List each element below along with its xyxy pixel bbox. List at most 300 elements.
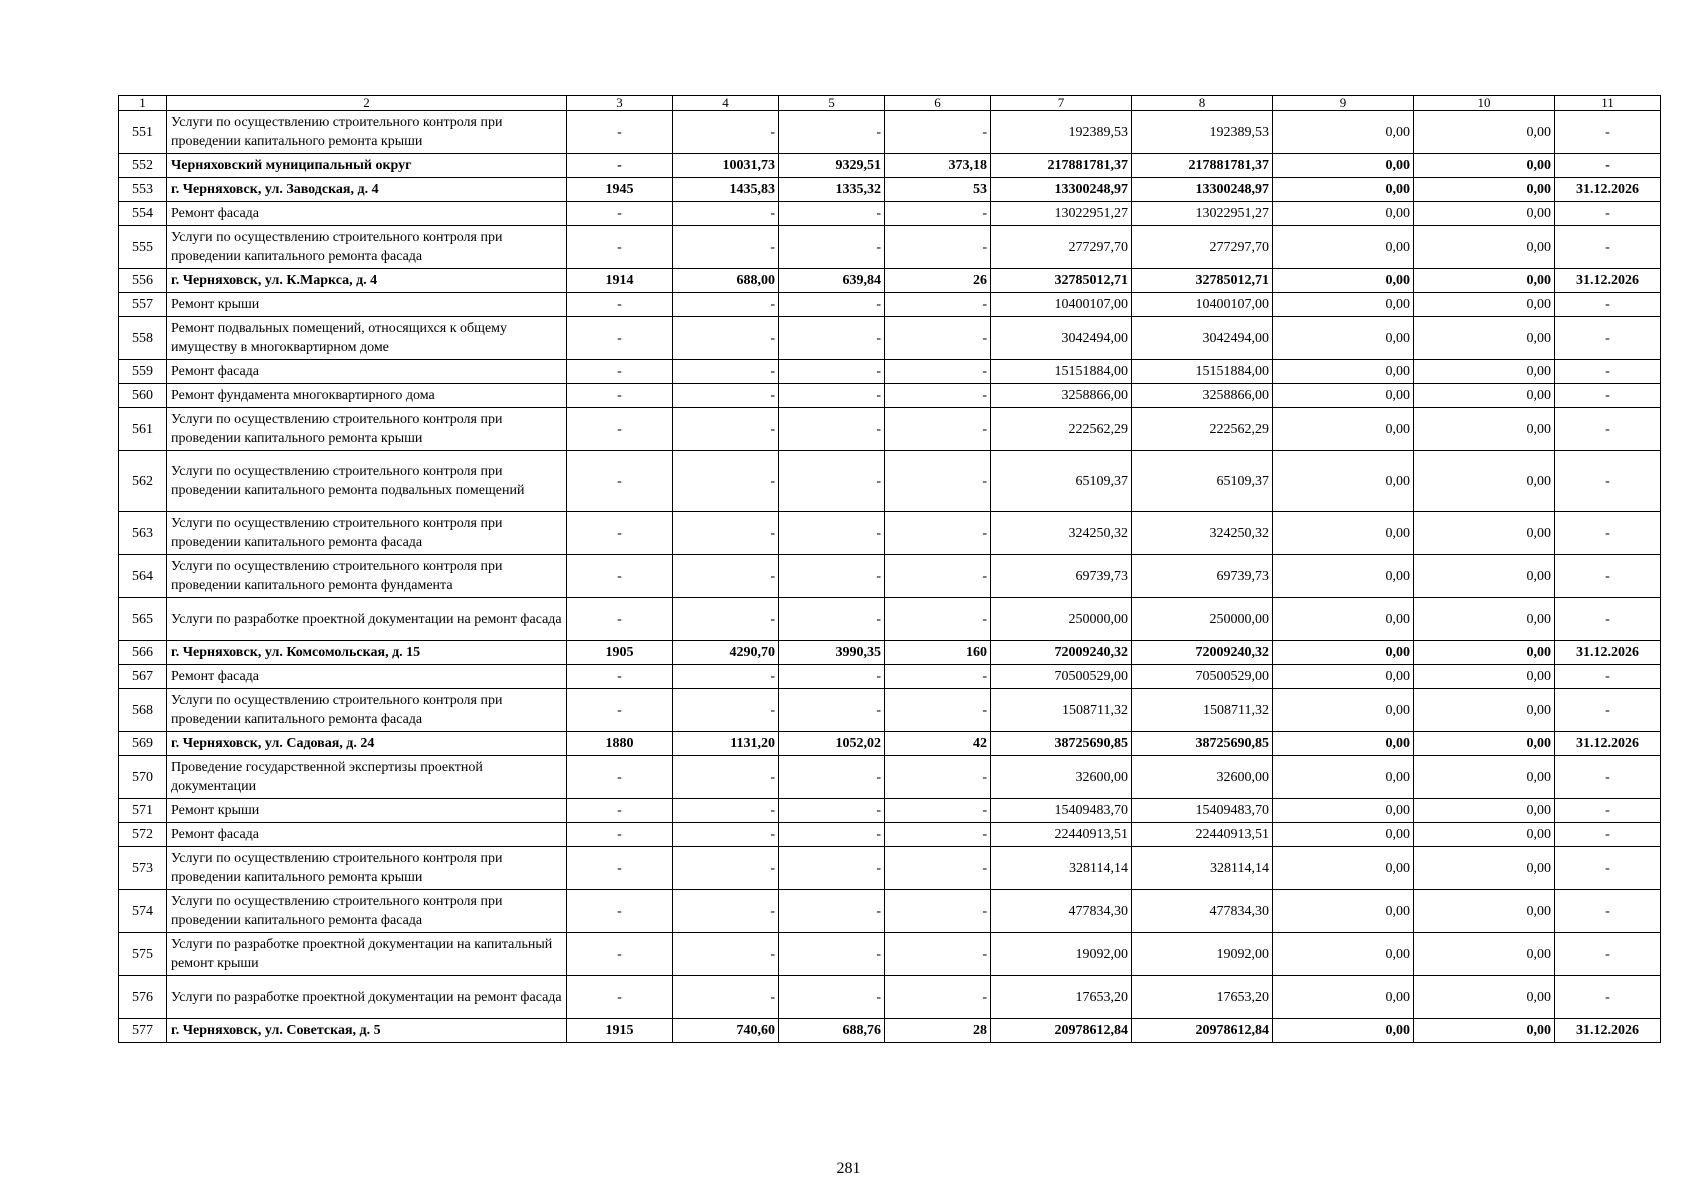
value-cell-c11: - [1555,111,1661,154]
item-name-cell: Услуги по осуществлению строительного контроля при проведении капитального ремонта крыши [167,111,567,154]
table-row [119,799,1661,823]
value-cell-c5: - [779,933,885,976]
value-cell-c5: - [779,512,885,555]
item-name-cell: Черняховский муниципальный округ [167,154,567,178]
value-cell-c4: - [673,111,779,154]
item-name-cell: Ремонт фундамента многоквартирного дома [167,384,567,408]
item-name-cell: Ремонт фасада [167,202,567,226]
item-name-cell: Ремонт фасада [167,665,567,689]
value-cell-c9: 0,00 [1273,890,1414,933]
value-cell-c8: 3258866,00 [1132,384,1273,408]
value-cell-c9: 0,00 [1273,756,1414,799]
table-row [119,689,1661,732]
row-number-cell: 562 [119,451,167,512]
row-number-cell: 565 [119,598,167,641]
row-number-cell: 555 [119,226,167,269]
col-header: 7 [991,96,1132,111]
value-cell-c6: 28 [885,1019,991,1043]
value-cell-c5: - [779,976,885,1019]
row-number-cell: 563 [119,512,167,555]
row-number-cell: 577 [119,1019,167,1043]
row-number-cell: 552 [119,154,167,178]
value-cell-c10: 0,00 [1414,154,1555,178]
item-name-cell: Проведение государственной экспертизы проектной документации [167,756,567,799]
value-cell-c8: 38725690,85 [1132,732,1273,756]
item-name-cell: Ремонт подвальных помещений, относящихся к общему имуществу в многоквартирном доме [167,317,567,360]
value-cell-c9: 0,00 [1273,408,1414,451]
value-cell-c9: 0,00 [1273,665,1414,689]
table-row [119,976,1661,1019]
value-cell-c10: 0,00 [1414,202,1555,226]
value-cell-c4: 1435,83 [673,178,779,202]
item-name-cell: Услуги по осуществлению строительного контроля при проведении капитального ремонта подвальных помещений [167,451,567,512]
value-cell-c3: - [567,933,673,976]
value-cell-c5: - [779,890,885,933]
value-cell-c7: 38725690,85 [991,732,1132,756]
item-name-cell: Услуги по разработке проектной документации на ремонт фасада [167,598,567,641]
value-cell-c3: 1905 [567,641,673,665]
value-cell-c6: - [885,890,991,933]
value-cell-c5: 3990,35 [779,641,885,665]
value-cell-c10: 0,00 [1414,360,1555,384]
value-cell-c6: 373,18 [885,154,991,178]
value-cell-c11: - [1555,799,1661,823]
value-cell-c11: 31.12.2026 [1555,1019,1661,1043]
value-cell-c7: 17653,20 [991,976,1132,1019]
value-cell-c9: 0,00 [1273,202,1414,226]
value-cell-c9: 0,00 [1273,178,1414,202]
value-cell-c11: 31.12.2026 [1555,178,1661,202]
value-cell-c6: - [885,976,991,1019]
value-cell-c8: 20978612,84 [1132,1019,1273,1043]
value-cell-c3: - [567,293,673,317]
value-cell-c6: - [885,384,991,408]
value-cell-c10: 0,00 [1414,269,1555,293]
item-name-cell: Ремонт фасада [167,823,567,847]
value-cell-c5: - [779,665,885,689]
item-name-cell: г. Черняховск, ул. Советская, д. 5 [167,1019,567,1043]
value-cell-c9: 0,00 [1273,317,1414,360]
value-cell-c10: 0,00 [1414,111,1555,154]
value-cell-c6: - [885,111,991,154]
value-cell-c9: 0,00 [1273,111,1414,154]
value-cell-c8: 217881781,37 [1132,154,1273,178]
value-cell-c3: - [567,665,673,689]
value-cell-c9: 0,00 [1273,641,1414,665]
item-name-cell: Услуги по осуществлению строительного контроля при проведении капитального ремонта фасада [167,226,567,269]
value-cell-c5: - [779,847,885,890]
value-cell-c3: - [567,202,673,226]
value-cell-c3: - [567,689,673,732]
row-number-cell: 554 [119,202,167,226]
value-cell-c4: - [673,799,779,823]
item-name-cell: г. Черняховск, ул. Садовая, д. 24 [167,732,567,756]
table-row [119,847,1661,890]
value-cell-c4: 10031,73 [673,154,779,178]
value-cell-c4: - [673,847,779,890]
value-cell-c5: - [779,555,885,598]
value-cell-c3: - [567,890,673,933]
value-cell-c3: - [567,555,673,598]
value-cell-c11: - [1555,756,1661,799]
value-cell-c10: 0,00 [1414,451,1555,512]
item-name-cell: Услуги по осуществлению строительного контроля при проведении капитального ремонта крыши [167,408,567,451]
value-cell-c8: 13022951,27 [1132,202,1273,226]
value-cell-c8: 328114,14 [1132,847,1273,890]
value-cell-c4: - [673,408,779,451]
row-number-cell: 568 [119,689,167,732]
value-cell-c3: - [567,799,673,823]
table-row [119,408,1661,451]
value-cell-c4: - [673,317,779,360]
value-cell-c11: - [1555,293,1661,317]
value-cell-c8: 1508711,32 [1132,689,1273,732]
value-cell-c6: - [885,555,991,598]
value-cell-c10: 0,00 [1414,226,1555,269]
value-cell-c3: - [567,598,673,641]
value-cell-c6: - [885,317,991,360]
value-cell-c3: - [567,111,673,154]
value-cell-c5: - [779,451,885,512]
table-row [119,178,1661,202]
value-cell-c5: - [779,111,885,154]
value-cell-c6: - [885,799,991,823]
value-cell-c5: - [779,799,885,823]
value-cell-c5: - [779,202,885,226]
item-name-cell: г. Черняховск, ул. Комсомольская, д. 15 [167,641,567,665]
value-cell-c6: 26 [885,269,991,293]
value-cell-c3: - [567,317,673,360]
value-cell-c7: 15151884,00 [991,360,1132,384]
value-cell-c7: 217881781,37 [991,154,1132,178]
value-cell-c9: 0,00 [1273,269,1414,293]
value-cell-c11: - [1555,202,1661,226]
table-row [119,823,1661,847]
value-cell-c4: 4290,70 [673,641,779,665]
row-number-cell: 573 [119,847,167,890]
value-cell-c8: 70500529,00 [1132,665,1273,689]
value-cell-c9: 0,00 [1273,451,1414,512]
value-cell-c10: 0,00 [1414,641,1555,665]
value-cell-c4: - [673,384,779,408]
col-header: 9 [1273,96,1414,111]
value-cell-c6: - [885,226,991,269]
value-cell-c5: 9329,51 [779,154,885,178]
value-cell-c7: 477834,30 [991,890,1132,933]
table-row [119,665,1661,689]
value-cell-c7: 3258866,00 [991,384,1132,408]
value-cell-c7: 72009240,32 [991,641,1132,665]
value-cell-c11: - [1555,384,1661,408]
row-number-cell: 560 [119,384,167,408]
col-header: 8 [1132,96,1273,111]
value-cell-c4: 1131,20 [673,732,779,756]
item-name-cell: Услуги по разработке проектной документации на капитальный ремонт крыши [167,933,567,976]
value-cell-c10: 0,00 [1414,384,1555,408]
value-cell-c5: - [779,823,885,847]
value-cell-c9: 0,00 [1273,154,1414,178]
row-number-cell: 559 [119,360,167,384]
value-cell-c8: 19092,00 [1132,933,1273,976]
value-cell-c11: - [1555,512,1661,555]
value-cell-c8: 222562,29 [1132,408,1273,451]
table-row [119,269,1661,293]
value-cell-c11: - [1555,360,1661,384]
table-row [119,756,1661,799]
col-header: 11 [1555,96,1661,111]
value-cell-c11: - [1555,408,1661,451]
value-cell-c9: 0,00 [1273,360,1414,384]
row-number-cell: 556 [119,269,167,293]
table-row [119,317,1661,360]
row-number-cell: 566 [119,641,167,665]
value-cell-c11: - [1555,665,1661,689]
value-cell-c5: - [779,293,885,317]
table-row [119,641,1661,665]
table-row [119,202,1661,226]
value-cell-c11: - [1555,598,1661,641]
table-row [119,933,1661,976]
value-cell-c7: 10400107,00 [991,293,1132,317]
value-cell-c10: 0,00 [1414,933,1555,976]
value-cell-c11: - [1555,890,1661,933]
item-name-cell: Ремонт фасада [167,360,567,384]
row-number-cell: 551 [119,111,167,154]
value-cell-c10: 0,00 [1414,317,1555,360]
table-row [119,384,1661,408]
table-row [119,154,1661,178]
value-cell-c10: 0,00 [1414,799,1555,823]
value-cell-c6: - [885,451,991,512]
table-body [119,96,1661,1043]
value-cell-c11: 31.12.2026 [1555,269,1661,293]
value-cell-c8: 477834,30 [1132,890,1273,933]
value-cell-c5: - [779,408,885,451]
row-number-cell: 557 [119,293,167,317]
value-cell-c9: 0,00 [1273,732,1414,756]
item-name-cell: Ремонт крыши [167,799,567,823]
value-cell-c11: 31.12.2026 [1555,732,1661,756]
value-cell-c11: - [1555,847,1661,890]
row-number-cell: 567 [119,665,167,689]
value-cell-c11: - [1555,154,1661,178]
value-cell-c7: 69739,73 [991,555,1132,598]
item-name-cell: Услуги по осуществлению строительного контроля при проведении капитального ремонта фасада [167,890,567,933]
col-header: 2 [167,96,567,111]
value-cell-c6: - [885,933,991,976]
value-cell-c4: 688,00 [673,269,779,293]
value-cell-c3: - [567,154,673,178]
value-cell-c6: 160 [885,641,991,665]
value-cell-c10: 0,00 [1414,408,1555,451]
value-cell-c8: 10400107,00 [1132,293,1273,317]
value-cell-c6: - [885,689,991,732]
value-cell-c6: - [885,847,991,890]
value-cell-c11: - [1555,317,1661,360]
value-cell-c8: 324250,32 [1132,512,1273,555]
item-name-cell: Услуги по осуществлению строительного контроля при проведении капитального ремонта фундамента [167,555,567,598]
value-cell-c4: - [673,665,779,689]
table-row [119,360,1661,384]
value-cell-c7: 3042494,00 [991,317,1132,360]
row-number-cell: 574 [119,890,167,933]
value-cell-c10: 0,00 [1414,890,1555,933]
value-cell-c5: 1052,02 [779,732,885,756]
col-header: 10 [1414,96,1555,111]
value-cell-c8: 32600,00 [1132,756,1273,799]
value-cell-c9: 0,00 [1273,555,1414,598]
value-cell-c11: - [1555,689,1661,732]
value-cell-c11: - [1555,555,1661,598]
value-cell-c5: - [779,317,885,360]
table-row [119,293,1661,317]
value-cell-c6: - [885,202,991,226]
value-cell-c7: 32600,00 [991,756,1132,799]
value-cell-c10: 0,00 [1414,555,1555,598]
table-row [119,890,1661,933]
row-number-cell: 571 [119,799,167,823]
value-cell-c6: - [885,360,991,384]
value-cell-c3: - [567,226,673,269]
col-header: 4 [673,96,779,111]
row-number-cell: 561 [119,408,167,451]
row-number-cell: 575 [119,933,167,976]
value-cell-c10: 0,00 [1414,1019,1555,1043]
col-header: 6 [885,96,991,111]
capital-repair-table [118,95,1661,1043]
value-cell-c3: - [567,976,673,1019]
value-cell-c3: - [567,847,673,890]
table-row [119,451,1661,512]
value-cell-c6: - [885,756,991,799]
value-cell-c11: 31.12.2026 [1555,641,1661,665]
value-cell-c11: - [1555,226,1661,269]
table-row [119,512,1661,555]
row-number-cell: 553 [119,178,167,202]
value-cell-c8: 277297,70 [1132,226,1273,269]
value-cell-c4: - [673,823,779,847]
value-cell-c3: - [567,823,673,847]
value-cell-c7: 1508711,32 [991,689,1132,732]
value-cell-c3: - [567,756,673,799]
value-cell-c4: - [673,226,779,269]
value-cell-c3: - [567,512,673,555]
col-header: 1 [119,96,167,111]
value-cell-c10: 0,00 [1414,512,1555,555]
value-cell-c5: 1335,32 [779,178,885,202]
table-row [119,1019,1661,1043]
value-cell-c11: - [1555,823,1661,847]
value-cell-c3: 1880 [567,732,673,756]
row-number-cell: 572 [119,823,167,847]
value-cell-c4: - [673,360,779,384]
value-cell-c3: - [567,451,673,512]
value-cell-c5: 639,84 [779,269,885,293]
value-cell-c9: 0,00 [1273,512,1414,555]
value-cell-c11: - [1555,451,1661,512]
value-cell-c7: 15409483,70 [991,799,1132,823]
value-cell-c6: - [885,408,991,451]
col-header: 5 [779,96,885,111]
value-cell-c7: 328114,14 [991,847,1132,890]
document-sheet [118,95,1660,1043]
row-number-cell: 558 [119,317,167,360]
value-cell-c4: - [673,756,779,799]
value-cell-c8: 15409483,70 [1132,799,1273,823]
value-cell-c6: - [885,293,991,317]
value-cell-c6: 42 [885,732,991,756]
value-cell-c10: 0,00 [1414,756,1555,799]
value-cell-c5: - [779,384,885,408]
value-cell-c11: - [1555,933,1661,976]
value-cell-c5: - [779,598,885,641]
value-cell-c9: 0,00 [1273,933,1414,976]
value-cell-c10: 0,00 [1414,665,1555,689]
value-cell-c10: 0,00 [1414,847,1555,890]
value-cell-c3: - [567,360,673,384]
row-number-cell: 576 [119,976,167,1019]
value-cell-c7: 19092,00 [991,933,1132,976]
value-cell-c8: 32785012,71 [1132,269,1273,293]
item-name-cell: Ремонт крыши [167,293,567,317]
value-cell-c8: 250000,00 [1132,598,1273,641]
value-cell-c4: - [673,933,779,976]
value-cell-c8: 17653,20 [1132,976,1273,1019]
value-cell-c4: - [673,689,779,732]
table-row [119,226,1661,269]
value-cell-c9: 0,00 [1273,976,1414,1019]
value-cell-c4: - [673,890,779,933]
value-cell-c6: - [885,598,991,641]
value-cell-c8: 192389,53 [1132,111,1273,154]
value-cell-c9: 0,00 [1273,799,1414,823]
value-cell-c6: - [885,665,991,689]
value-cell-c8: 22440913,51 [1132,823,1273,847]
row-number-cell: 570 [119,756,167,799]
value-cell-c9: 0,00 [1273,293,1414,317]
col-header: 3 [567,96,673,111]
value-cell-c8: 72009240,32 [1132,641,1273,665]
value-cell-c4: 740,60 [673,1019,779,1043]
value-cell-c9: 0,00 [1273,226,1414,269]
value-cell-c4: - [673,512,779,555]
row-number-cell: 569 [119,732,167,756]
value-cell-c4: - [673,976,779,1019]
item-name-cell: Услуги по разработке проектной документации на ремонт фасада [167,976,567,1019]
value-cell-c3: - [567,408,673,451]
value-cell-c10: 0,00 [1414,689,1555,732]
value-cell-c10: 0,00 [1414,823,1555,847]
value-cell-c7: 222562,29 [991,408,1132,451]
value-cell-c4: - [673,598,779,641]
page-number: 281 [836,1160,861,1177]
value-cell-c11: - [1555,976,1661,1019]
value-cell-c7: 192389,53 [991,111,1132,154]
value-cell-c3: - [567,384,673,408]
value-cell-c4: - [673,451,779,512]
table-row [119,598,1661,641]
value-cell-c10: 0,00 [1414,178,1555,202]
value-cell-c7: 250000,00 [991,598,1132,641]
value-cell-c3: 1914 [567,269,673,293]
value-cell-c7: 20978612,84 [991,1019,1132,1043]
table-row [119,111,1661,154]
item-name-cell: Услуги по осуществлению строительного контроля при проведении капитального ремонта фасада [167,512,567,555]
item-name-cell: г. Черняховск, ул. Заводская, д. 4 [167,178,567,202]
value-cell-c8: 69739,73 [1132,555,1273,598]
value-cell-c9: 0,00 [1273,823,1414,847]
row-number-cell: 564 [119,555,167,598]
